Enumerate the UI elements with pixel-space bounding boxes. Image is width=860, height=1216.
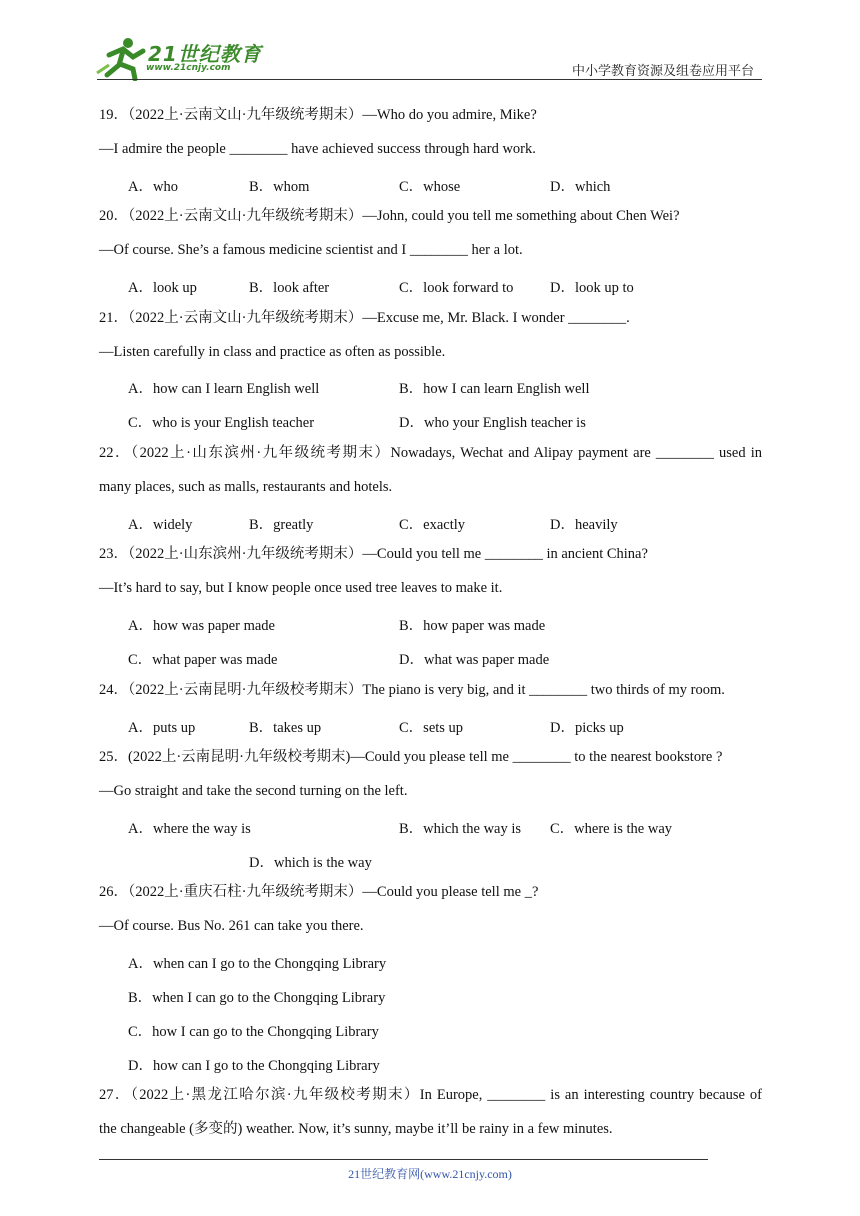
footer-text: 21世纪教育网(www.21cnjy.com)	[348, 1167, 512, 1181]
logo-text: 21世纪教育	[148, 42, 262, 66]
question-20-reply: —Of course. She’s a famous medicine scientist and I ________ her a lot.	[99, 242, 523, 258]
q24-option-b: B．takes up	[249, 720, 322, 736]
q26-option-a: A．when can I go to the Chongqing Library	[128, 956, 387, 972]
q20-option-b: B．look after	[249, 280, 330, 296]
q19-option-a: A．who	[128, 179, 178, 195]
q26-option-b: B．when I can go to the Chongqing Library	[128, 990, 386, 1006]
q21-option-a: A．how can I learn English well	[128, 381, 320, 397]
question-24-stem: 24．（2022上·云南昆明·九年级校考期末）The piano is very big, and it ________ two thirds of my room.	[99, 682, 725, 698]
q20-option-c: C．look forward to	[399, 280, 514, 296]
question-21-stem: 21．（2022上·云南文山·九年级统考期末）—Excuse me, Mr. Black. I wonder ________.	[99, 310, 630, 326]
q23-option-b: B．how paper was made	[399, 618, 546, 634]
q24-option-c: C．sets up	[399, 720, 464, 736]
question-23-reply: —It’s hard to say, but I know people once used tree leaves to make it.	[99, 580, 503, 596]
q22-option-b: B．greatly	[249, 517, 314, 533]
q19-option-c: C．whose	[399, 179, 461, 195]
question-27-stem-line1: 27．（2022上·黑龙江哈尔滨·九年级校考期末）In Europe, ________ is an interesting country because of	[99, 1087, 762, 1103]
q23-option-c: C．what paper was made	[128, 652, 278, 668]
runner-logo-icon	[95, 35, 155, 81]
q20-option-d: D．look up to	[550, 280, 634, 296]
q25-option-c: C．where is the way	[550, 821, 673, 837]
q22-option-d: D．heavily	[550, 517, 618, 533]
question-26-reply: —Of course. Bus No. 261 can take you there.	[99, 918, 364, 934]
question-25-reply: —Go straight and take the second turning on the left.	[99, 783, 408, 799]
q25-option-b: B．which the way is	[399, 821, 522, 837]
logo-url: www.21cnjy.com	[146, 63, 231, 73]
q21-option-d: D．who your English teacher is	[399, 415, 586, 431]
question-26-stem: 26．（2022上·重庆石柱·九年级统考期末）—Could you please tell me _?	[99, 884, 539, 900]
question-25-stem: 25．(2022上·云南昆明·九年级校考期末)—Could you please tell me ________ to the nearest bookstore ?	[99, 749, 723, 765]
platform-title: 中小学教育资源及组卷应用平台	[571, 64, 754, 79]
header-divider	[97, 79, 762, 80]
q24-option-d: D．picks up	[550, 720, 624, 736]
q21-option-b: B．how I can learn English well	[399, 381, 590, 397]
q19-option-b: B．whom	[249, 179, 310, 195]
q25-option-a: A．where the way is	[128, 821, 251, 837]
footer-divider	[99, 1159, 708, 1160]
q22-option-c: C．exactly	[399, 517, 466, 533]
question-23-stem: 23．（2022上·山东滨州·九年级统考期末）—Could you tell me ________ in ancient China?	[99, 546, 648, 562]
q20-option-a: A．look up	[128, 280, 197, 296]
question-21-reply: —Listen carefully in class and practice as often as possible.	[99, 344, 446, 360]
question-22-stem-line1: 22．（2022上·山东滨州·九年级统考期末）Nowadays, Wechat and Alipay payment are ________ used in	[99, 445, 762, 461]
q25-option-d: D．which is the way	[249, 855, 372, 871]
q24-option-a: A．puts up	[128, 720, 196, 736]
question-27-stem-line2: the changeable (多变的) weather. Now, it’s sunny, maybe it’ll be rainy in a few minutes.	[99, 1121, 613, 1137]
q26-option-c: C．how I can go to the Chongqing Library	[128, 1024, 379, 1040]
q22-option-a: A．widely	[128, 517, 193, 533]
question-22-stem-line2: many places, such as malls, restaurants and hotels.	[99, 479, 393, 495]
q19-option-d: D．which	[550, 179, 611, 195]
q23-option-a: A．how was paper made	[128, 618, 275, 634]
q23-option-d: D．what was paper made	[399, 652, 550, 668]
question-20-stem: 20．（2022上·云南文山·九年级统考期末）—John, could you tell me something about Chen Wei?	[99, 208, 680, 224]
q26-option-d: D．how can I go to the Chongqing Library	[128, 1058, 380, 1074]
question-19-stem: 19．（2022上·云南文山·九年级统考期末）—Who do you admire, Mike?	[99, 107, 537, 123]
question-19-reply: —I admire the people ________ have achieved success through hard work.	[99, 141, 536, 157]
q21-option-c: C．who is your English teacher	[128, 415, 315, 431]
